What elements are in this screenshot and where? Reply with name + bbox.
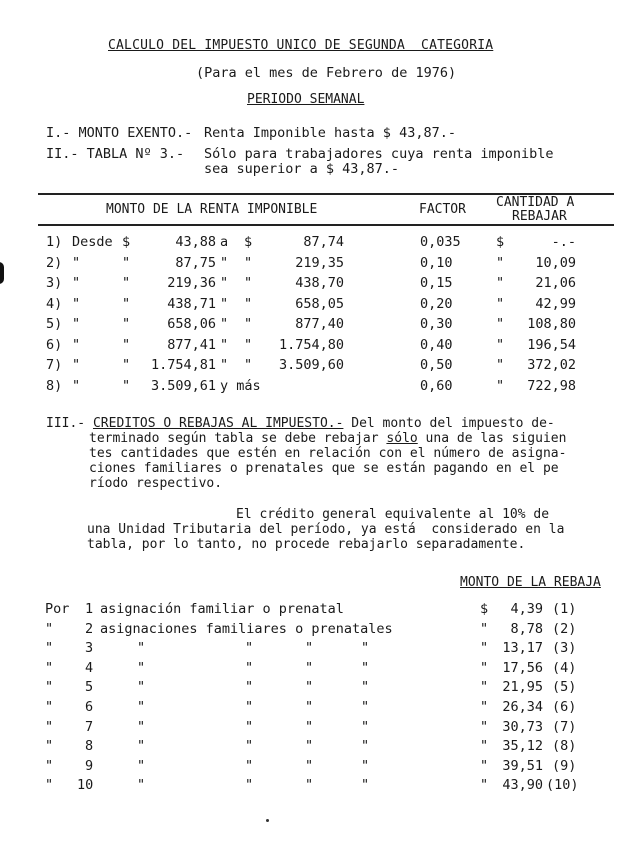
row-prefix: " [45, 738, 54, 755]
row-prefix: " [45, 699, 54, 715]
section3-line1-text: Del monto del impuesto de- [343, 416, 555, 431]
header-deduct-line1: CANTIDAD A [496, 195, 575, 210]
separator: " [220, 357, 229, 373]
section3-line2 [89, 431, 566, 447]
rebate-amount: 39,51 [502, 757, 543, 774]
ditto-mark: " [361, 679, 370, 696]
ditto-mark: " [361, 718, 370, 735]
row-number: 4) [46, 295, 63, 312]
separator: " [220, 254, 229, 271]
deduct-currency: " [496, 377, 505, 394]
list-item [45, 679, 615, 699]
section1-text: Renta Imponible hasta $ 43,87.- [204, 125, 456, 141]
section2-label: II.- TABLA Nº 3.- [46, 146, 185, 162]
allowance-count: 2 [85, 620, 94, 637]
amount-to: 658,05 [295, 295, 344, 312]
deduct-currency: " [496, 316, 505, 332]
from-word: " [72, 275, 81, 291]
amount-to: 438,70 [295, 275, 344, 291]
row-number: 2) [46, 254, 63, 271]
ditto-mark: " [137, 679, 146, 696]
allowance-count: 5 [85, 679, 94, 696]
allowance-count: 9 [85, 757, 94, 774]
row-prefix: " [45, 777, 54, 794]
ditto-mark: " [305, 738, 314, 755]
deduct-currency: " [496, 357, 505, 373]
rebate-amount: 21,95 [502, 679, 543, 696]
list-item [45, 777, 615, 797]
factor: 0,40 [420, 336, 453, 353]
allowance-count: 4 [85, 659, 94, 676]
allowance-count: 7 [85, 718, 94, 735]
separator: " [220, 275, 229, 291]
currency-from: " [122, 316, 131, 332]
factor: 0,10 [420, 254, 453, 271]
ditto-mark: " [245, 679, 254, 696]
currency: " [480, 757, 489, 774]
factor: 0,20 [420, 295, 453, 312]
deduct-currency: " [496, 275, 505, 291]
document-title: CALCULO DEL IMPUESTO UNICO DE SEGUNDA CATEGORIA [108, 38, 494, 53]
allowance-count: 1 [85, 601, 94, 617]
ditto-mark: " [137, 640, 146, 657]
note-line1: El crédito general equivalente al 10% de [236, 507, 550, 522]
from-word: " [72, 377, 81, 394]
section3-line1 [46, 416, 555, 432]
list-item [45, 621, 615, 641]
allowance-count: 3 [85, 640, 94, 657]
amount-to: 87,74 [303, 234, 344, 250]
document-subtitle: (Para el mes de Febrero de 1976) [196, 65, 457, 81]
deduct-amount: 722,98 [527, 377, 576, 394]
section3-line3: tes cantidades que estén en relación con el número de asigna- [89, 446, 567, 461]
currency-from: " [122, 254, 131, 271]
rebate-amount: 13,17 [502, 640, 543, 657]
factor: 0,035 [420, 234, 461, 250]
amount-from: 658,06 [167, 316, 216, 332]
deduct-currency: $ [496, 234, 505, 250]
ditto-mark: " [361, 757, 370, 774]
deduct-amount: 372,02 [527, 357, 576, 373]
section3-emphasis: sólo [386, 431, 418, 446]
reference-number: (5) [552, 679, 577, 696]
ditto-mark: " [245, 738, 254, 755]
ditto-mark: " [305, 679, 314, 696]
allowance-count: 8 [85, 738, 94, 755]
ditto-mark: " [361, 699, 370, 715]
header-deduct-line2: REBAJAR [512, 209, 567, 224]
ditto-mark: " [361, 640, 370, 657]
rebate-amount: 43,90 [502, 777, 543, 794]
list-item [45, 660, 615, 680]
row-prefix: " [45, 757, 54, 774]
separator: a [220, 234, 229, 250]
currency-from: " [122, 336, 131, 353]
list-item [45, 640, 615, 660]
amount-from: 1.754,81 [150, 357, 216, 373]
ditto-mark: " [137, 699, 146, 715]
reference-number: (6) [552, 699, 577, 715]
note-line2: una Unidad Tributaria del período, ya está considerado en la [87, 522, 565, 537]
deduct-currency: " [496, 254, 505, 271]
ditto-mark: " [137, 738, 146, 755]
list-item [45, 601, 615, 621]
ditto-mark: " [245, 777, 254, 794]
row-prefix: " [45, 679, 54, 696]
section3-line5: ríodo respectivo. [89, 476, 223, 491]
section3-heading: CREDITOS O REBAJAS AL IMPUESTO.- [92, 416, 344, 431]
deduct-amount: 42,99 [535, 295, 576, 312]
reference-number: (3) [552, 640, 577, 657]
currency-from: " [122, 377, 131, 394]
allowance-description: asignación familiar o prenatal [100, 601, 344, 617]
row-number: 5) [46, 316, 63, 332]
rebate-amount: 8,78 [510, 620, 543, 637]
currency-to: " [244, 295, 253, 312]
reference-number: (8) [552, 738, 577, 755]
currency: " [480, 659, 489, 676]
currency: " [480, 777, 489, 794]
header-income: MONTO DE LA RENTA IMPONIBLE [106, 202, 318, 217]
from-word: " [72, 254, 81, 271]
deduct-amount: 21,06 [535, 275, 576, 291]
row-prefix: Por [45, 601, 70, 617]
period-heading: PERIODO SEMANAL [247, 92, 365, 107]
separator: " [220, 295, 229, 312]
rebate-amount: 35,12 [502, 738, 543, 755]
currency-to: " [244, 254, 253, 271]
deduct-currency: " [496, 295, 505, 312]
currency-from: $ [122, 234, 131, 250]
ditto-mark: " [137, 659, 146, 676]
currency: " [480, 699, 489, 715]
ditto-mark: " [245, 718, 254, 735]
section1-label: I.- MONTO EXENTO.- [46, 125, 193, 141]
amount-to: 3.509,60 [278, 357, 344, 373]
ditto-mark: " [361, 777, 370, 794]
ditto-mark: " [305, 757, 314, 774]
header-factor: FACTOR [419, 202, 466, 217]
section3-label: III.- [46, 416, 86, 431]
currency-to: " [244, 357, 253, 373]
amount-to: 219,35 [295, 254, 344, 271]
ditto-mark: " [305, 777, 314, 794]
factor: 0,30 [420, 316, 453, 332]
from-word: Desde [72, 234, 113, 250]
amount-from: 3.509,61 [150, 377, 216, 394]
ditto-mark: " [137, 777, 146, 794]
amount-from: 219,36 [167, 275, 216, 291]
row-number: 6) [46, 336, 63, 353]
row-prefix: " [45, 620, 54, 637]
currency: " [480, 738, 489, 755]
ditto-mark: " [245, 640, 254, 657]
list-item [45, 719, 615, 739]
rebate-amount: 4,39 [510, 601, 543, 617]
note-line3: tabla, por lo tanto, no procede rebajarlo separadamente. [87, 537, 526, 552]
currency: $ [480, 601, 489, 617]
amount-from: 87,75 [175, 254, 216, 271]
currency: " [480, 679, 489, 696]
deduct-currency: " [496, 336, 505, 353]
reference-number: (7) [552, 718, 577, 735]
factor: 0,60 [420, 377, 453, 394]
ditto-mark: " [305, 718, 314, 735]
amount-from: 438,71 [167, 295, 216, 312]
deduct-amount: 10,09 [535, 254, 576, 271]
from-word: " [72, 336, 81, 353]
rebate-amount: 30,73 [502, 718, 543, 735]
from-word: " [72, 316, 81, 332]
ditto-mark: " [305, 640, 314, 657]
separator: " [220, 316, 229, 332]
section3-line4: ciones familiares o prenatales que se están pagando en el pe [89, 461, 559, 476]
ditto-mark: " [361, 738, 370, 755]
reference-number: (2) [552, 620, 577, 637]
deduct-amount: 108,80 [527, 316, 576, 332]
currency-from: " [122, 295, 131, 312]
section2-text-line2: sea superior a $ 43,87.- [204, 161, 400, 177]
deduct-amount: 196,54 [527, 336, 576, 353]
allowance-count: 6 [85, 699, 94, 715]
separator: y más [220, 377, 261, 394]
currency-from: " [122, 357, 131, 373]
row-number: 8) [46, 377, 63, 394]
factor: 0,50 [420, 357, 453, 373]
reference-number: (1) [552, 601, 577, 617]
reference-number: (4) [552, 659, 577, 676]
section3-line2a: terminado según tabla se debe rebajar [89, 431, 387, 446]
credits-header: MONTO DE LA REBAJA [460, 575, 601, 590]
row-number: 1) [46, 234, 63, 250]
list-item [45, 758, 615, 778]
ditto-mark: " [305, 699, 314, 715]
amount-from: 877,41 [167, 336, 216, 353]
section2-text-line1: Sólo para trabajadores cuya renta imponible [204, 146, 554, 162]
currency-to: " [244, 275, 253, 291]
ditto-mark: " [137, 757, 146, 774]
amount-from: 43,88 [175, 234, 216, 250]
currency-to: " [244, 336, 253, 353]
list-item [45, 699, 615, 719]
ditto-mark: " [245, 659, 254, 676]
factor: 0,15 [420, 275, 453, 291]
deduct-amount: -.- [551, 234, 576, 250]
ditto-mark: " [245, 757, 254, 774]
currency: " [480, 640, 489, 657]
row-prefix: " [45, 640, 54, 657]
amount-to: 877,40 [295, 316, 344, 332]
list-item [45, 738, 615, 758]
table-header-rule [38, 224, 614, 226]
rebate-amount: 17,56 [502, 659, 543, 676]
from-word: " [72, 357, 81, 373]
rebate-amount: 26,34 [502, 699, 543, 715]
separator: " [220, 336, 229, 353]
amount-to: 1.754,80 [278, 336, 344, 353]
currency: " [480, 620, 489, 637]
currency-to: $ [244, 234, 253, 250]
row-number: 3) [46, 275, 63, 291]
ditto-mark: " [245, 699, 254, 715]
from-word: " [72, 295, 81, 312]
allowance-count: 10 [77, 777, 94, 794]
row-prefix: " [45, 659, 54, 676]
ditto-mark: " [137, 718, 146, 735]
ditto-mark: " [361, 659, 370, 676]
stray-mark [266, 819, 269, 822]
reference-number: (9) [552, 757, 577, 774]
punch-hole-mark [0, 262, 4, 284]
currency: " [480, 718, 489, 735]
currency-to: " [244, 316, 253, 332]
reference-number: (10) [546, 777, 579, 794]
row-prefix: " [45, 718, 54, 735]
currency-from: " [122, 275, 131, 291]
section3-line2b: una de las siguien [417, 431, 567, 446]
ditto-mark: " [305, 659, 314, 676]
row-number: 7) [46, 357, 63, 373]
allowance-description: asignaciones familiares o prenatales [100, 620, 393, 637]
